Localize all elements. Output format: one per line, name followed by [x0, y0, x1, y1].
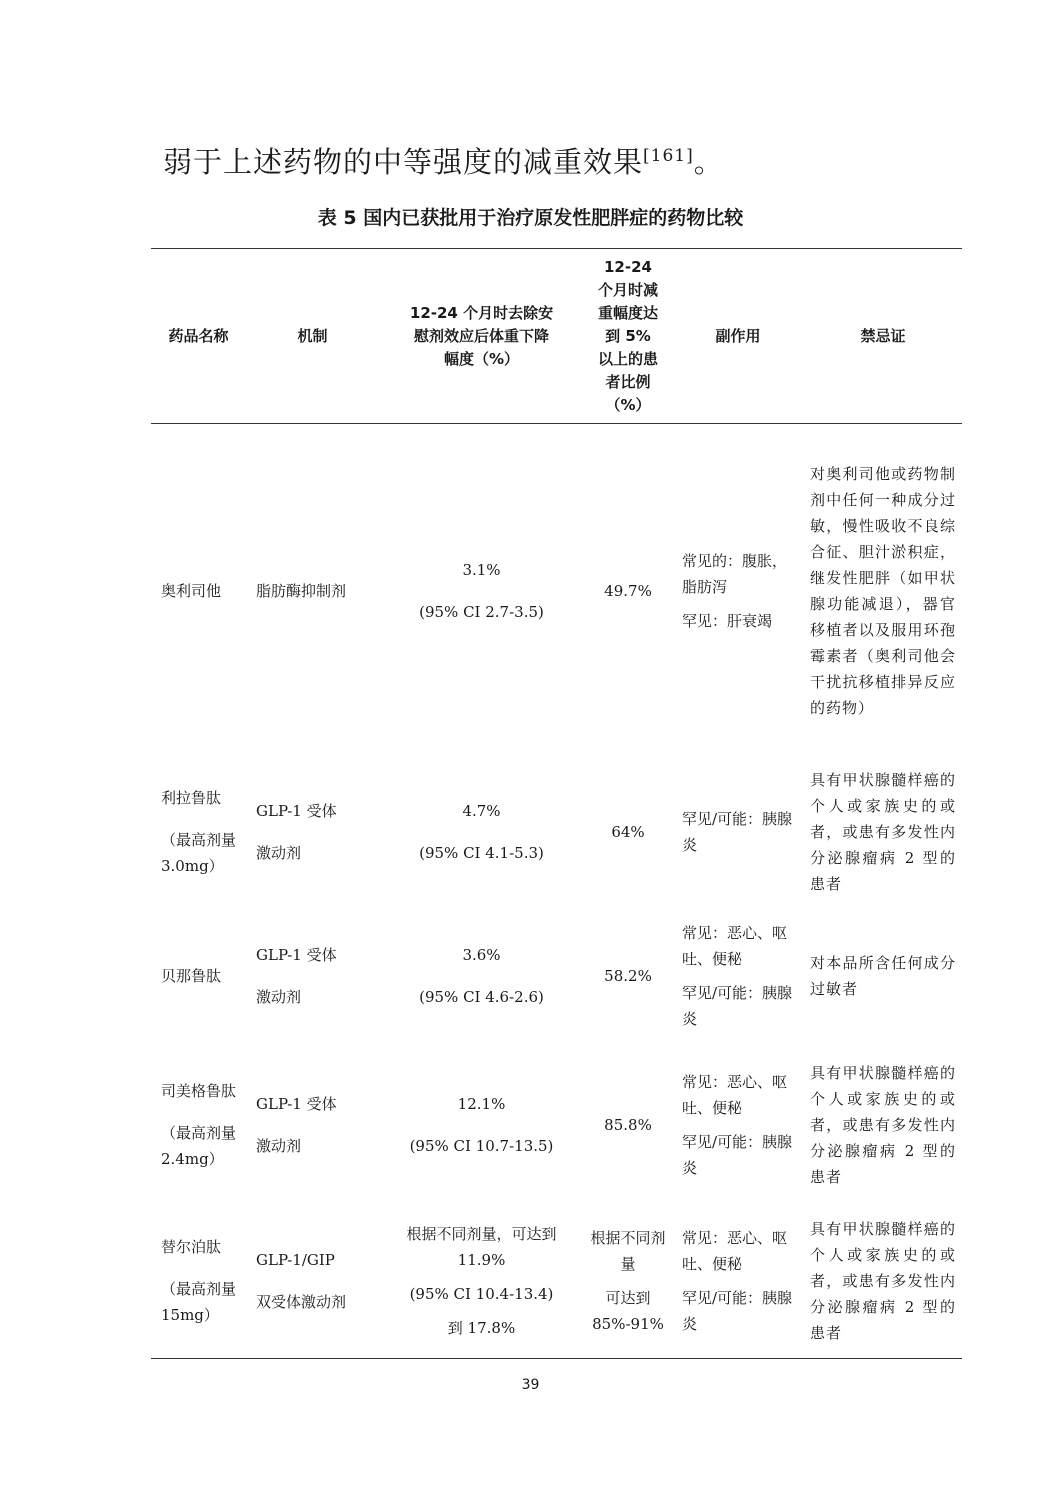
mechanism-line-2: 激动剂 [256, 843, 302, 862]
lead-end: 。 [693, 145, 724, 179]
patient-ratio-line-2: 可达到 85%-91% [592, 1288, 664, 1333]
header-patient-ratio: 12-24 个月时减重幅度达到 5%以上的患者比例（%） [584, 249, 672, 424]
side-effects [672, 424, 804, 758]
mechanism [246, 906, 379, 1046]
mechanism-line-1: GLP-1 受体 [256, 801, 337, 820]
drug-name-text: 司美格鲁肽 [161, 1081, 237, 1100]
reduction-value: 根据不同剂量，可达到 11.9% [406, 1224, 557, 1269]
mechanism-line-1: GLP-1 受体 [256, 946, 337, 964]
contraindications: 对本品所含任何成分过敏者 [810, 954, 956, 998]
side-effects-common: 常见：恶心、呕吐、便秘 [682, 1072, 788, 1117]
contraindications: 具有甲状腺髓样癌的个人或家族史的或者，或患有多发性内分泌腺瘤病 2 型的患者 [810, 1219, 956, 1342]
reduction-value: 3.6% [462, 946, 501, 964]
patient-ratio: 58.2% [604, 967, 652, 985]
patient-ratio: 85.8% [604, 1115, 652, 1134]
citation-ref: [161] [643, 146, 694, 166]
weight-reduction [379, 1203, 584, 1359]
contraindications: 对奥利司他或药物制剂中任何一种成分过敏，慢性吸收不良综合征、胆汁淤积症，继发性肥胖（如甲状腺功能减退），器官移植者以及服用环孢霉素者（奥利司他会干扰抗移植排异反应的药物） [810, 464, 956, 717]
reduction-value: 12.1% [457, 1094, 506, 1113]
mechanism [246, 757, 379, 906]
mechanism-line-2: 激动剂 [256, 988, 302, 1006]
patient-ratio: 49.7% [604, 581, 652, 600]
mechanism-line-1: GLP-1/GIP [256, 1250, 335, 1269]
side-effects-rare: 罕见/可能：胰腺炎 [682, 984, 793, 1028]
table-header-row [151, 249, 962, 424]
header-side-effects: 副作用 [672, 249, 804, 424]
page-number: 39 [521, 1377, 540, 1393]
side-effects-rare: 罕见/可能：胰腺炎 [682, 809, 793, 854]
weight-reduction [379, 906, 584, 1046]
drug-name [151, 1046, 246, 1203]
table-row [151, 424, 962, 758]
patient-ratio [584, 1203, 672, 1359]
side-effects-rare: 罕见/可能：胰腺炎 [682, 1288, 793, 1333]
drug-name-text: 替尔泊肽 [161, 1237, 222, 1256]
table-row [151, 1046, 962, 1203]
header-mechanism: 机制 [246, 249, 379, 424]
reduction-ci: (95% CI 10.7-13.5) [409, 1136, 554, 1155]
weight-reduction [379, 1046, 584, 1203]
reduction-ci: (95% CI 4.1-5.3) [419, 843, 544, 862]
side-effects-common: 常见：恶心、呕吐、便秘 [682, 924, 788, 968]
drug-name: 贝那鲁肽 [161, 967, 222, 985]
drug-name: 奥利司他 [161, 581, 222, 600]
header-drug-name: 药品名称 [151, 249, 246, 424]
drug-name [151, 1203, 246, 1359]
drug-name-text: 利拉鲁肽 [161, 788, 222, 807]
side-effects [672, 757, 804, 906]
contraindications: 具有甲状腺髓样癌的个人或家族史的或者，或患有多发性内分泌腺瘤病 2 型的患者 [810, 1063, 956, 1186]
side-effects [672, 1046, 804, 1203]
side-effects-rare: 罕见/可能：胰腺炎 [682, 1132, 793, 1177]
lead-paragraph [163, 140, 724, 181]
header-weight-reduction: 12-24 个月时去除安慰剂效应后体重下降幅度（%） [379, 249, 584, 424]
patient-ratio-line-1: 根据不同剂量 [590, 1228, 666, 1273]
side-effects [672, 1203, 804, 1359]
reduction-extra: 到 17.8% [447, 1318, 516, 1337]
mechanism [246, 1203, 379, 1359]
mechanism-line-2: 激动剂 [256, 1136, 302, 1155]
lead-text: 弱于上述药物的中等强度的减重效果 [163, 145, 644, 179]
mechanism [246, 1046, 379, 1203]
table-row [151, 1203, 962, 1359]
table-row [151, 906, 962, 1046]
side-effects-common: 常见：恶心、呕吐、便秘 [682, 1228, 788, 1273]
mechanism-line-2: 双受体激动剂 [256, 1292, 347, 1311]
table-row [151, 757, 962, 906]
side-effects-rare: 罕见：肝衰竭 [682, 611, 773, 630]
weight-reduction [379, 757, 584, 906]
drug-comparison-table [151, 248, 962, 1359]
reduction-ci: (95% CI 2.7-3.5) [419, 602, 544, 621]
side-effects [672, 906, 804, 1046]
mechanism-line-1: GLP-1 受体 [256, 1094, 337, 1113]
mechanism: 脂肪酶抑制剂 [256, 581, 347, 600]
reduction-ci: (95% CI 4.6-2.6) [419, 988, 544, 1006]
drug-name [151, 757, 246, 906]
side-effects-common: 常见的：腹胀，脂肪泻 [682, 551, 788, 596]
drug-dose: （最高剂量 3.0mg） [161, 830, 237, 875]
contraindications: 具有甲状腺髓样癌的个人或家族史的或者，或患有多发性内分泌腺瘤病 2 型的患者 [810, 770, 956, 893]
reduction-value: 4.7% [462, 801, 501, 820]
drug-dose: （最高剂量 15mg） [161, 1279, 237, 1324]
reduction-ci: (95% CI 10.4-13.4) [409, 1284, 554, 1303]
header-contraindications: 禁忌证 [804, 249, 962, 424]
patient-ratio: 64% [611, 822, 645, 841]
table-caption: 表 5 国内已获批用于治疗原发性肥胖症的药物比较 [317, 207, 744, 229]
weight-reduction [379, 424, 584, 758]
drug-dose: （最高剂量 2.4mg） [161, 1123, 237, 1168]
reduction-value: 3.1% [462, 560, 501, 579]
